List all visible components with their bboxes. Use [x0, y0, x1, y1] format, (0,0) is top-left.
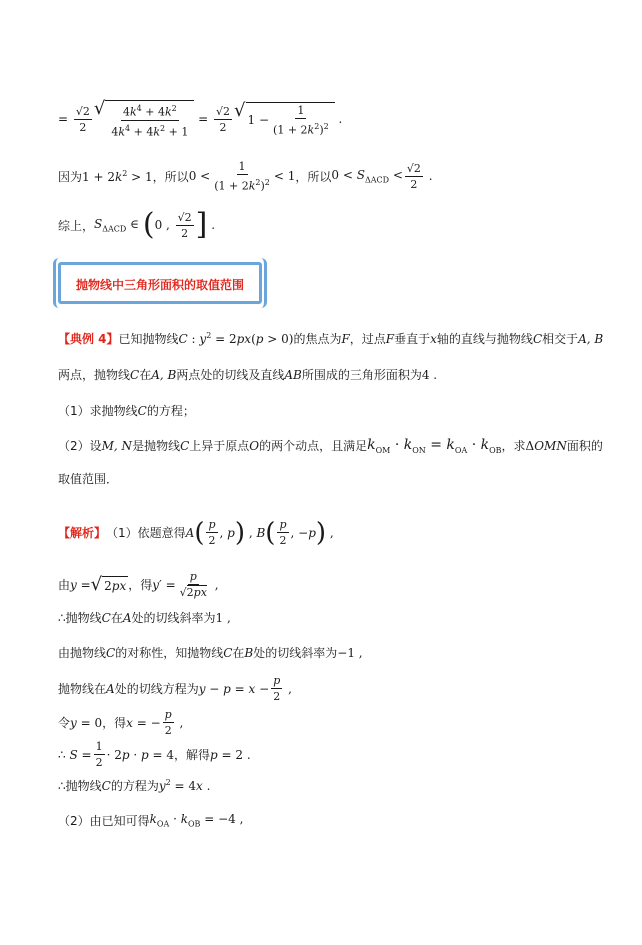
- solution-line-8: ∴抛物线 C 的方程为 $y^2 = 4x$ .: [58, 778, 211, 793]
- question-2: （2）设 M, N 是抛物线 C 上异于原点 O 的两个动点，且满足 $k_{OM} \cdot k_{ON} = k_{OA} \cdot k_{OB}$ ，求 ΔOMN 面积的: [58, 437, 603, 455]
- formula-line-1: = $\frac{√2}{2}$ √ $\frac{4k^4 + 4k^2}{4k^4 + 4k^2 + 1}$ = $\frac{√2}{2}$ √ 1 − $\frac{1}{(1 + 2k^2)^2}$ .: [58, 98, 343, 139]
- example-line-2: 两点，抛物线 C 在 A, B 两点处的切线及直线 AB 所围成的三角形面积为 4 .: [58, 367, 438, 382]
- solution-line-9: （2）由已知可得 $k_{OA} \cdot k_{OB} = -4$ ,: [58, 812, 244, 829]
- question-1: （1）求抛物线 C 的方程；: [58, 403, 195, 418]
- solution-line-7: ∴ S = $\frac{1}{2}$ · 2p · p = 4 ，解得 p = 2 .: [58, 740, 251, 769]
- solution-label: 【解析】: [58, 526, 107, 540]
- example-line-1: 【典例 4】 已知抛物线 C : $y^2 = 2px(p > 0)$ 的焦点为 F ，过点 F 垂直于 x 轴的直线与抛物线 C 相交于 A, B: [58, 331, 604, 346]
- example-label: 【典例 4】: [58, 332, 119, 346]
- formula-line-3: 综上， $S_{\Delta ACD}$ ∈ ( 0 , $\frac{√2}{2}$ ] .: [58, 207, 216, 242]
- question-2-cont: 取值范围．: [58, 472, 119, 486]
- solution-line-3: ∴抛物线 C 在 A 处的切线斜率为 1 ,: [58, 610, 231, 625]
- section-title-box: [58, 262, 262, 304]
- formula-line-2: 因为 $1 + 2k^2 > 1$ ，所以 0 < $\frac{1}{(1 + 2k^2)^2}$ < 1 ，所以 $0 < S_{\Delta ACD}$ < $\frac{√2}{2}$ .: [58, 160, 433, 193]
- solution-line-6: 令 y = 0 ，得 x = − $\frac{p}{2}$ ,: [58, 708, 184, 737]
- section-title: 抛物线中三角形面积的取值范围: [75, 278, 244, 292]
- solution-line-2: 由 y = √ 2 px ，得 y′ = $\frac{p}{√2px}$ ,: [58, 570, 219, 599]
- solution-line-5: 抛物线在 A 处的切线方程为 y − p = x − $\frac{p}{2}$ ,: [58, 674, 292, 703]
- solution-line-1: 【解析】 （1）依题意得 A ( $\frac{p}{2}$ , p ) , B ( $\frac{p}{2}$ , −p ) ,: [58, 517, 334, 548]
- solution-line-4: 由抛物线 C 的对称性，知抛物线 C 在 B 处的切线斜率为 −1 ,: [58, 645, 363, 660]
